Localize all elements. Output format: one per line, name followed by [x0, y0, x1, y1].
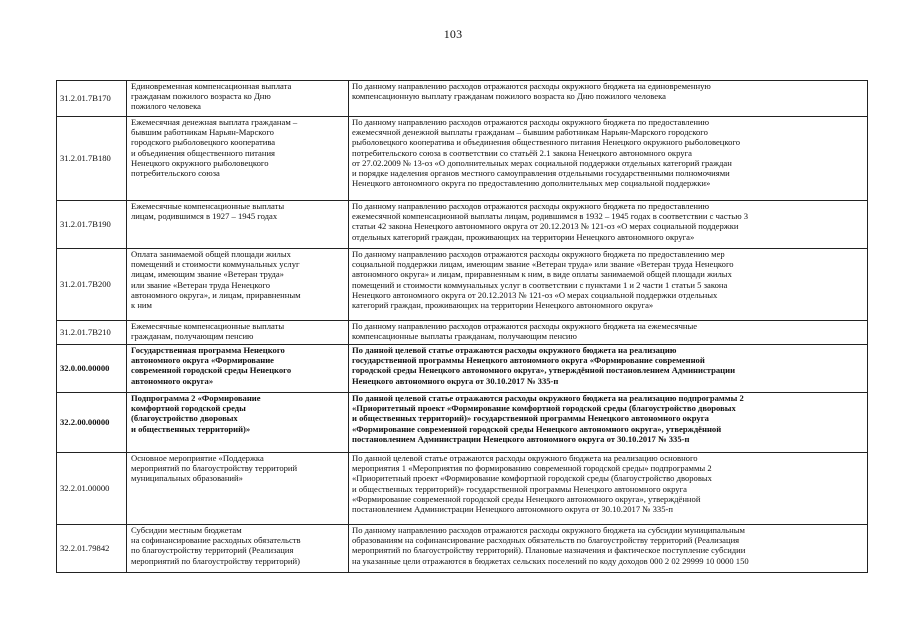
row-name-text: Государственная программа Ненецкого автономного округа «Формирование современной городской среды Ненецкого автономного округа» — [131, 345, 292, 386]
row-description-text: По данной целевой статье отражаются расходы окружного бюджета на реализацию подпрограммы 2 «Приоритетный проект «Формирование комфортной городской среды (благоустройство дворовых и общественных территорий)» государственной программы Ненецкого автономного округа «Формирование современной городской среды Ненецкого автономного округа», утверждённой постановлением Администрации Ненецкого автономного округа от 30.10.2017 № 335-п — [352, 393, 744, 444]
table-row — [57, 81, 868, 117]
row-code: 32.2.01.00000 — [57, 453, 127, 525]
row-name-text: Основное мероприятие «Поддержка мероприятий по благоустройству территорий муниципальных образований» — [131, 453, 298, 484]
row-description — [349, 81, 868, 117]
row-description — [349, 453, 868, 525]
row-description — [349, 525, 868, 573]
row-code: 31.2.01.7B200 — [57, 249, 127, 321]
row-description-text: По данному направлению расходов отражаются расходы окружного бюджета по предоставлению мер социальной поддержки лицам, имеющим звание «Ветеран труда» или звание «Ветеран труда Ненецкого автономного округа» и лицам, приравненным к ним, в виде оплаты занимаемой общей площади жилых помещений и стоимости коммунальных услуг в соответствии с пунктами 1 и 2 части 1 статьи 5 закона Ненецкого автономного округа от 20.12.2013 № 121-оз «О мерах социальной поддержки отдельных категорий граждан, проживающих на территории Ненецкого автономного округа» — [352, 249, 734, 311]
table-row — [57, 201, 868, 249]
row-code: 31.2.01.7B180 — [57, 117, 127, 201]
row-code: 31.2.01.7B170 — [57, 81, 127, 117]
table-row — [57, 345, 868, 393]
row-description-text: По данной целевой статье отражаются расходы окружного бюджета на реализацию государственной программы Ненецкого автономного округа «Формирование современной городской среды Ненецкого автономного округа», утверждённой постановлением Администрации Ненецкого автономного округа от 30.10.2017 № 335-п — [352, 345, 736, 386]
row-description — [349, 201, 868, 249]
row-description-text: По данному направлению расходов отражаются расходы окружного бюджета на субсидии муниципальным образованиям на софинансирование расходных обязательств по благоустройству территорий (Реализация мероприятий по благоустройству территорий). Плановые назначения и фактическое поступление субсидии на указанные цели отражаются в бюджетах сельских поселений по коду доходов 000 2 02 29999 10 0000 150 — [352, 525, 749, 566]
row-name-text: Субсидии местным бюджетам на софинансирование расходных обязательств по благоустройству территорий (Реализация мероприятий по благоустройству территорий) — [131, 525, 301, 566]
page-number: 103 — [443, 27, 463, 41]
table-row — [57, 321, 868, 345]
row-name — [127, 201, 349, 249]
row-description-text: По данному направлению расходов отражаются расходы окружного бюджета на ежемесячные компенсационные выплаты гражданам, получающим пенсию — [352, 321, 698, 342]
row-code: 32.2.00.00000 — [57, 393, 127, 453]
row-description — [349, 345, 868, 393]
row-description-text: По данному направлению расходов отражаются расходы окружного бюджета по предоставлению ежемесячной денежной выплаты гражданам – бывшим работникам Нарьян-Марского городского рыболовецкого кооператива и объединения общественного питания Ненецкого окружного рыболовецкого потребительского союза в соответствии со статьёй 2.1 закона Ненецкого автономного округа от 27.02.2009 № 13-оз «О дополнительных мерах социальной поддержки отдельных категорий граждан и порядке наделения органов местного самоуправления отдельными государственными полномочиями Ненецкого автономного округа по предоставлению дополнительных мер социальной поддержки» — [352, 117, 741, 189]
row-name-text: Подпрограмма 2 «Формирование комфортной городской среды (благоустройство дворовых и общественных территорий)» — [131, 393, 261, 434]
row-name-text: Оплата занимаемой общей площади жилых помещений и стоимости коммунальных услуг лицам, имеющим звание «Ветеран труда» или звание «Ветеран труда Ненецкого автономного округа», и лицам, приравненным к ним — [131, 249, 301, 311]
row-name — [127, 453, 349, 525]
row-name-text: Ежемесячная денежная выплата гражданам – бывшим работникам Нарьян-Марского городского рыболовецкого кооператива и объединения общественного питания Ненецкого окружного рыболовецкого потребительского союза — [131, 117, 298, 179]
row-description — [349, 117, 868, 201]
row-description-text: По данному направлению расходов отражаются расходы окружного бюджета на единовременную компенсационную выплату гражданам пожилого возраста ко Дню пожилого человека — [352, 81, 711, 102]
row-code: 32.0.00.00000 — [57, 345, 127, 393]
table-row — [57, 117, 868, 201]
row-name — [127, 117, 349, 201]
row-name-text: Единовременная компенсационная выплата гражданам пожилого возраста ко Дню пожилого человека — [131, 81, 292, 112]
row-description — [349, 249, 868, 321]
row-description — [349, 393, 868, 453]
row-name — [127, 249, 349, 321]
row-code: 32.2.01.79842 — [57, 525, 127, 573]
table-row — [57, 249, 868, 321]
row-name — [127, 321, 349, 345]
row-name — [127, 393, 349, 453]
row-description — [349, 321, 868, 345]
table-row — [57, 393, 868, 453]
row-name — [127, 345, 349, 393]
target-articles-table — [56, 80, 868, 573]
row-name — [127, 525, 349, 573]
table-row — [57, 453, 868, 525]
row-name-text: Ежемесячные компенсационные выплаты лицам, родившимся в 1927 – 1945 годах — [131, 201, 285, 222]
row-description-text: По данной целевой статье отражаются расходы окружного бюджета на реализацию основного мероприятия 1 «Мероприятия по формированию современной городской среды» подпрограммы 2 «Приоритетный проект «Формирование комфортной городской среды (благоустройство дворовых и общественных территорий)» государственной программы Ненецкого автономного округа «Формирование современной городской среды Ненецкого автономного округа», утверждённой постановлением Администрации Ненецкого автономного округа от 30.10.2017 № 335-п — [352, 453, 712, 515]
row-name — [127, 81, 349, 117]
row-code: 31.2.01.7B210 — [57, 321, 127, 345]
row-code: 31.2.01.7B190 — [57, 201, 127, 249]
row-description-text: По данному направлению расходов отражаются расходы окружного бюджета по предоставлению ежемесячной компенсационной выплаты лицам, родившимся в 1932 – 1945 годах в соответствии с частью 3 статьи 42 закона Ненецкого автономного округа от 20.12.2013 № 121-оз «О мерах социальной поддержки отдельных категорий граждан, проживающих на территории Ненецкого автономного округа» — [352, 201, 749, 242]
row-name-text: Ежемесячные компенсационные выплаты гражданам, получающим пенсию — [131, 321, 285, 342]
table-row — [57, 525, 868, 573]
